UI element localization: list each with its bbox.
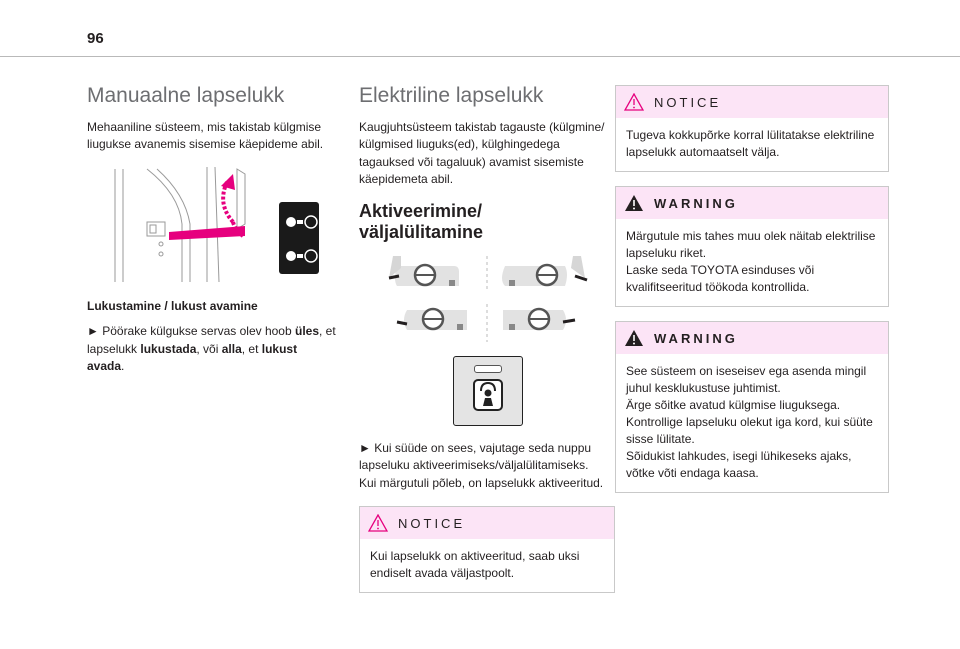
child-lock-icon [473,379,503,411]
steering-wheel-icon [502,256,587,286]
electric-lock-intro: Kaugjuhtsüsteem takistab tagauste (külgmine/ külgmised liuguks(ed), külghingedega tagauksed või tagaluuk) avamist sisemiste käepidemeta abil. [359,120,605,187]
manual-lock-instruction: ► Pöörake külgukse servas olev hoob üles, et lapselukk lukustada, või alla, et lukust avada. [87,324,336,374]
steering-wheel-icon [503,309,575,330]
manual-lock-title: Manuaalne lapselukk [87,84,285,107]
warning-text: Ärge sõitke avatud külgmise liuguksega. [626,398,841,413]
warning-box-1 [615,186,889,307]
warning-box-2 [615,321,889,493]
warning-text: Sõidukist lahkudes, isegi lühikeseks ajaks, võtke võti endaga kaasa. [626,449,852,481]
steering-wheel-icon [389,256,459,286]
header-rule [0,56,960,57]
notice-box-middle [359,506,615,593]
warning-header [616,322,888,354]
notice-header [360,507,614,539]
warning-text: Kontrollige lapseluku olekut iga kord, kui süüte sisse lülitate. [626,415,873,447]
notice-label: NOTICE [398,515,466,531]
electric-lock-title: Elektriline lapselukk [359,84,544,107]
notice-label: NOTICE [654,94,722,110]
notice-text: Tugeva kokkupõrke korral lülitatakse elektriline lapselukk automaatselt välja. [626,128,875,160]
warning-triangle-icon [624,93,644,111]
warning-text: Laske seda TOYOTA esinduses või kvalifitseeritud töökoda kontrollida. [626,263,815,295]
warning-triangle-icon [624,194,644,212]
manual-lock-illustration [87,164,337,284]
warning-triangle-icon [368,514,388,532]
notice-header [616,86,888,118]
child-lock-button[interactable] [453,356,523,426]
notice-text: Kui lapselukk on aktiveeritud, saab uksi endiselt avada väljastpoolt. [370,549,580,581]
page-number: 96 [87,30,104,47]
warning-text: Märgutule mis tahes muu olek näitab elektrilise lapseluku riket. [626,229,876,261]
door-lock-diagrams [359,254,615,344]
child-lock-icon [279,202,319,274]
indicator-light [474,365,502,373]
notice-box-right [615,85,889,172]
activation-subtitle: Aktiveerimine/ väljalülitamine [359,200,484,243]
warning-triangle-icon [624,329,644,347]
left-column [87,84,337,375]
manual-lock-caption: Lukustamine / lukust avamine [87,298,258,313]
manual-lock-intro: Mehaaniline süsteem, mis takistab külgmise liugukse avanemis sisemise käepideme abil. [87,120,324,152]
warning-label: WARNING [654,195,738,211]
warning-header [616,187,888,219]
middle-column [359,84,615,607]
button-instruction: ► Kui süüde on sees, vajutage seda nuppu lapseluku aktiveerimiseks/väljalülitamiseks. [359,440,592,473]
indicator-note: Kui märgutuli põleb, on lapselukk aktiveeritud. [359,475,604,490]
warning-label: WARNING [654,330,738,346]
right-column [615,85,889,507]
warning-text: See süsteem on iseseisev ega asenda mingil juhul kesklukustuse juhtimist. [626,364,867,396]
steering-wheel-icon [397,309,467,330]
